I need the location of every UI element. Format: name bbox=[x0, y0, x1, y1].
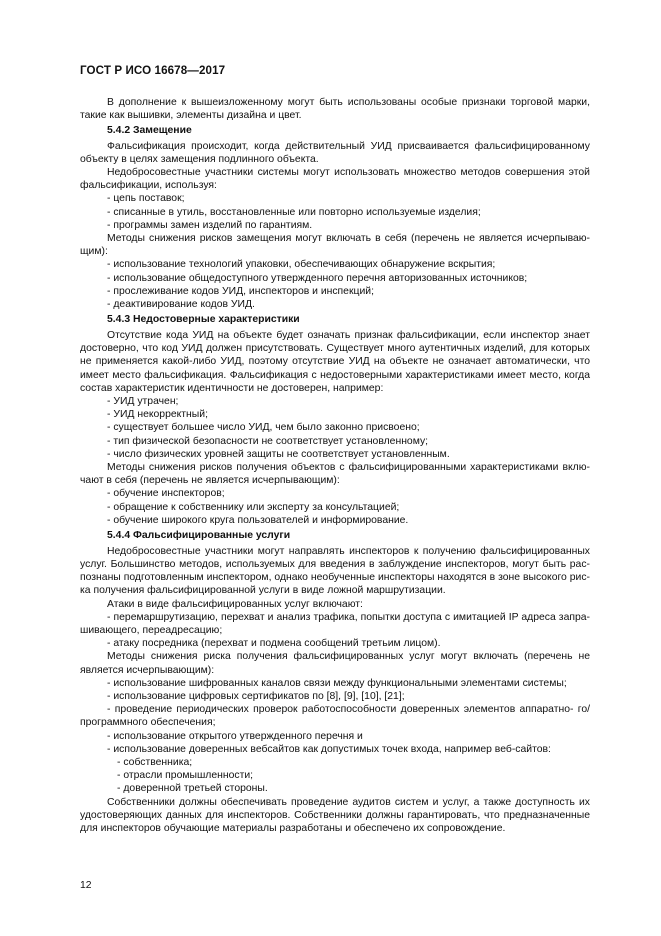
list-item: - использование технологий упаковки, обеспечивающих обнаружение вскрытия; bbox=[107, 259, 496, 271]
list-item: - обращение к собственнику или эксперту за консультацией; bbox=[107, 501, 400, 513]
list-item: - использование общедоступного утвержденного перечня авторизованных источников; bbox=[107, 272, 528, 284]
section-heading: 5.4.2 Замещение bbox=[107, 124, 192, 136]
paragraph: Отсутствие кода УИД на объекте будет означать признак фальсификации, если инспектор знает достоверно, что код УИД должен присутствовать. Существует много аутентичных изделий, для которых не применяется какой-либо УИД, поэтому отсутствие УИД на объекте не означает автоматически, что имеет место фальсификация. Фальсификация с недостоверными характеристиками имеет место, когда состав характеристик идентичности не достоверен, например: bbox=[80, 329, 590, 394]
paragraph: Методы снижения риска получения фальсифицированных услуг могут включать (перечень не является исчерпывающим): bbox=[80, 651, 590, 676]
list-item: - списанные в утиль, восстановленные или повторно используемые изделия; bbox=[107, 206, 481, 218]
list-item: - использование цифровых сертификатов по [8], [9], [10], [21]; bbox=[107, 690, 405, 702]
list-item: - собственника; bbox=[117, 756, 193, 768]
paragraph: - проведение периодических проверок работоспособности доверенных элементов аппаратно- го/программного обеспечения; bbox=[80, 704, 590, 729]
section-heading: 5.4.3 Недостоверные характеристики bbox=[107, 314, 300, 326]
list-item: - использование доверенных вебсайтов как допустимых точек входа, например веб-сайтов: bbox=[107, 743, 551, 755]
paragraph: Атаки в виде фальсифицированных услуг включают: bbox=[107, 598, 363, 610]
list-item: - атаку посредника (перехват и подмена сообщений третьим лицом). bbox=[107, 638, 441, 650]
paragraph: Методы снижения рисков замещения могут включать в себя (перечень не является исчерпываю- щим): bbox=[80, 233, 590, 258]
list-item: - УИД утрачен; bbox=[107, 395, 179, 407]
paragraph: Собственники должны обеспечивать проведение аудитов систем и услуг, а также доступность их удостоверяющих данных для инспекторов. Собственники должны гарантировать, что предназначенные для инспекторов обучающие материалы разработаны и обеспечено их сопровождение. bbox=[80, 796, 590, 834]
paragraph: Недобросовестные участники могут направлять инспекторов к получению фальсифицированных услуг. Большинство методов, используемых для введения в заблуждение инспекторов, могут быть рас- познаны подготовленным инспектором, однако необученные инспекторы находятся в зоне высокого рис- ка получения фальсифицированной услуги в виде ложной маршрутизации. bbox=[80, 545, 590, 597]
list-item: - использование открытого утвержденного перечня и bbox=[107, 730, 363, 742]
standard-header: ГОСТ Р ИСО 16678—2017 bbox=[80, 64, 226, 77]
list-item: - отрасли промышленности; bbox=[117, 770, 254, 782]
paragraph: Недобросовестные участники системы могут использовать множество методов совершения этой фальсификации, используя: bbox=[80, 167, 590, 192]
list-item: - прослеживание кодов УИД, инспекторов и инспекций; bbox=[107, 285, 374, 297]
list-item: - цепь поставок; bbox=[107, 193, 185, 205]
paragraph: Методы снижения рисков получения объектов с фальсифицированными характеристиками вклю- чают в себя (перечень не является исчерпывающим): bbox=[80, 461, 590, 487]
list-item: - число физических уровней защиты не соответствует установленным. bbox=[107, 448, 450, 460]
list-item: - обучение широкого круга пользователей и информирование. bbox=[107, 514, 409, 526]
paragraph: Фальсификация происходит, когда действительный УИД присваивается фальсифицированному объекту в целях замещения подлинного объекта. bbox=[80, 140, 590, 165]
list-item: - доверенной третьей стороны. bbox=[117, 783, 268, 795]
page-number: 12 bbox=[80, 880, 92, 891]
section-heading: 5.4.4 Фальсифицированные услуги bbox=[107, 530, 291, 541]
list-item: - обучение инспекторов; bbox=[107, 488, 225, 500]
list-item: - УИД некорректный; bbox=[107, 409, 208, 421]
list-item: - деактивирование кодов УИД. bbox=[107, 299, 255, 311]
list-item: - существует большее число УИД, чем было законно присвоено; bbox=[107, 422, 420, 434]
document-body bbox=[80, 96, 590, 836]
paragraph: - перемаршрутизацию, перехват и анализ трафика, попытки доступа с имитацией IP адреса запра- шивающего, переадресацию; bbox=[80, 611, 590, 636]
list-item: - тип физической безопасности не соответствует установленному; bbox=[107, 435, 429, 447]
paragraph: В дополнение к вышеизложенному могут быть использованы особые признаки торговой марки, такие как вышивки, элементы дизайна и цвет. bbox=[80, 96, 590, 121]
list-item: - использование шифрованных каналов связи между функциональными элементами системы; bbox=[107, 677, 567, 689]
list-item: - программы замен изделий по гарантиям. bbox=[107, 219, 313, 231]
